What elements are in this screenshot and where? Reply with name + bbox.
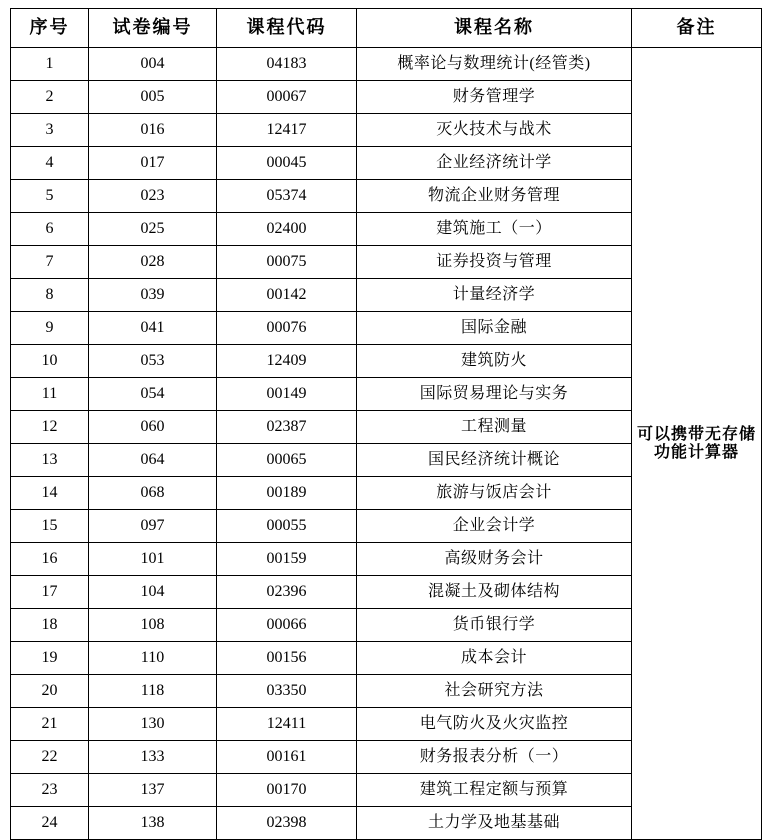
cell-code: 00156 (217, 642, 357, 675)
cell-name: 货币银行学 (357, 609, 632, 642)
cell-code: 00066 (217, 609, 357, 642)
cell-paper: 025 (89, 213, 217, 246)
cell-paper: 068 (89, 477, 217, 510)
cell-seq: 19 (11, 642, 89, 675)
cell-code: 02396 (217, 576, 357, 609)
cell-seq: 22 (11, 741, 89, 774)
cell-seq: 18 (11, 609, 89, 642)
cell-seq: 24 (11, 807, 89, 840)
cell-paper: 097 (89, 510, 217, 543)
cell-name: 物流企业财务管理 (357, 180, 632, 213)
cell-name: 建筑工程定额与预算 (357, 774, 632, 807)
cell-seq: 6 (11, 213, 89, 246)
cell-seq: 9 (11, 312, 89, 345)
cell-name: 电气防火及火灾监控 (357, 708, 632, 741)
cell-name: 建筑防火 (357, 345, 632, 378)
cell-seq: 7 (11, 246, 89, 279)
cell-paper: 130 (89, 708, 217, 741)
cell-seq: 23 (11, 774, 89, 807)
cell-seq: 14 (11, 477, 89, 510)
cell-code: 00142 (217, 279, 357, 312)
cell-code: 00170 (217, 774, 357, 807)
cell-name: 旅游与饭店会计 (357, 477, 632, 510)
cell-remark: 可以携带无存储功能计算器 (632, 48, 762, 840)
cell-name: 建筑施工（一） (357, 213, 632, 246)
cell-name: 计量经济学 (357, 279, 632, 312)
cell-paper: 054 (89, 378, 217, 411)
cell-code: 00065 (217, 444, 357, 477)
cell-paper: 053 (89, 345, 217, 378)
table-row (11, 48, 762, 81)
cell-code: 00161 (217, 741, 357, 774)
cell-seq: 20 (11, 675, 89, 708)
cell-paper: 137 (89, 774, 217, 807)
cell-code: 12409 (217, 345, 357, 378)
cell-name: 证券投资与管理 (357, 246, 632, 279)
cell-name: 企业会计学 (357, 510, 632, 543)
cell-code: 00045 (217, 147, 357, 180)
cell-code: 00067 (217, 81, 357, 114)
cell-code: 00149 (217, 378, 357, 411)
cell-seq: 5 (11, 180, 89, 213)
cell-name: 概率论与数理统计(经管类) (357, 48, 632, 81)
cell-paper: 028 (89, 246, 217, 279)
cell-seq: 3 (11, 114, 89, 147)
cell-code: 02398 (217, 807, 357, 840)
cell-seq: 8 (11, 279, 89, 312)
cell-code: 04183 (217, 48, 357, 81)
cell-paper: 110 (89, 642, 217, 675)
cell-code: 02387 (217, 411, 357, 444)
cell-paper: 004 (89, 48, 217, 81)
cell-paper: 133 (89, 741, 217, 774)
cell-paper: 005 (89, 81, 217, 114)
cell-seq: 13 (11, 444, 89, 477)
table-body (11, 48, 762, 840)
table-header-row (11, 9, 762, 48)
cell-paper: 017 (89, 147, 217, 180)
cell-paper: 064 (89, 444, 217, 477)
cell-code: 00055 (217, 510, 357, 543)
column-header-seq: 序号 (11, 9, 89, 48)
cell-seq: 21 (11, 708, 89, 741)
column-header-name: 课程名称 (357, 9, 632, 48)
cell-seq: 10 (11, 345, 89, 378)
cell-code: 05374 (217, 180, 357, 213)
column-header-remark: 备注 (632, 9, 762, 48)
column-header-paper: 试卷编号 (89, 9, 217, 48)
cell-name: 混凝土及砌体结构 (357, 576, 632, 609)
cell-seq: 17 (11, 576, 89, 609)
column-header-code: 课程代码 (217, 9, 357, 48)
cell-paper: 138 (89, 807, 217, 840)
cell-code: 12411 (217, 708, 357, 741)
cell-name: 国民经济统计概论 (357, 444, 632, 477)
cell-paper: 060 (89, 411, 217, 444)
cell-name: 成本会计 (357, 642, 632, 675)
cell-seq: 16 (11, 543, 89, 576)
cell-name: 高级财务会计 (357, 543, 632, 576)
table-header (11, 9, 762, 48)
cell-code: 00075 (217, 246, 357, 279)
cell-seq: 2 (11, 81, 89, 114)
cell-seq: 1 (11, 48, 89, 81)
cell-seq: 15 (11, 510, 89, 543)
cell-paper: 108 (89, 609, 217, 642)
cell-code: 00189 (217, 477, 357, 510)
cell-name: 国际贸易理论与实务 (357, 378, 632, 411)
cell-name: 社会研究方法 (357, 675, 632, 708)
cell-seq: 11 (11, 378, 89, 411)
cell-name: 土力学及地基基础 (357, 807, 632, 840)
cell-code: 00076 (217, 312, 357, 345)
cell-name: 工程测量 (357, 411, 632, 444)
cell-paper: 041 (89, 312, 217, 345)
cell-paper: 023 (89, 180, 217, 213)
cell-code: 02400 (217, 213, 357, 246)
cell-name: 财务管理学 (357, 81, 632, 114)
cell-paper: 101 (89, 543, 217, 576)
cell-name: 国际金融 (357, 312, 632, 345)
exam-course-table (10, 8, 762, 840)
cell-name: 灭火技术与战术 (357, 114, 632, 147)
cell-code: 12417 (217, 114, 357, 147)
cell-paper: 118 (89, 675, 217, 708)
cell-name: 财务报表分析（一） (357, 741, 632, 774)
cell-paper: 039 (89, 279, 217, 312)
cell-code: 00159 (217, 543, 357, 576)
cell-seq: 4 (11, 147, 89, 180)
cell-seq: 12 (11, 411, 89, 444)
cell-name: 企业经济统计学 (357, 147, 632, 180)
cell-code: 03350 (217, 675, 357, 708)
cell-paper: 104 (89, 576, 217, 609)
cell-paper: 016 (89, 114, 217, 147)
